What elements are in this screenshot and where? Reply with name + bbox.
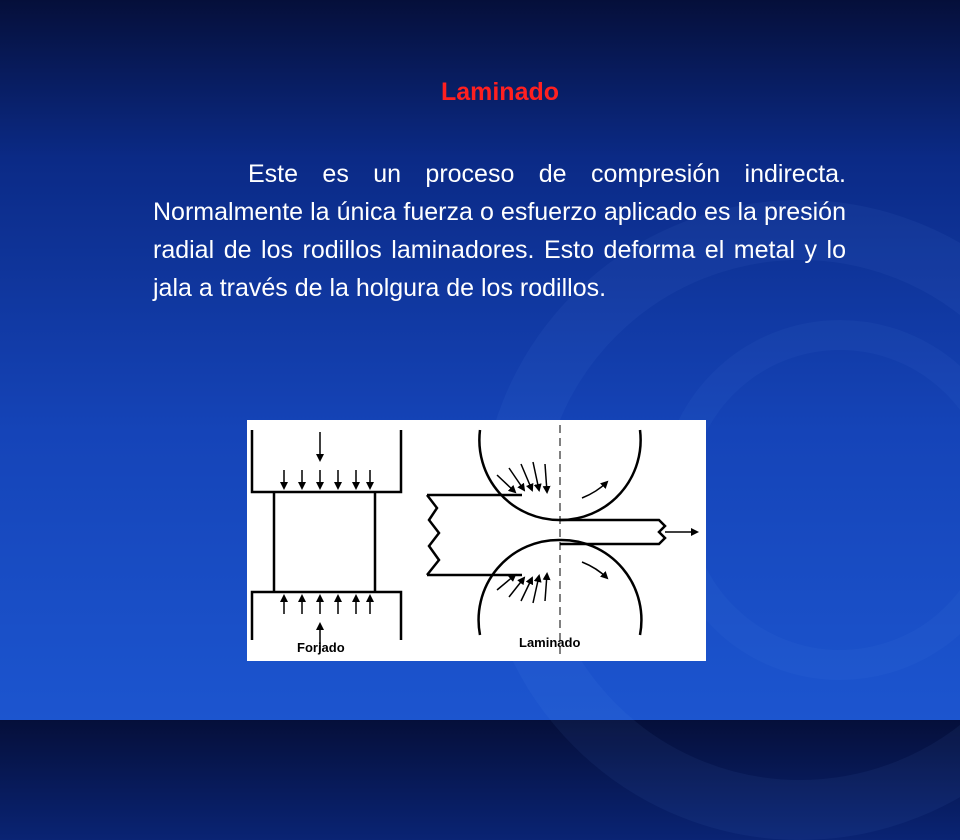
- forging-sketch: [252, 430, 401, 640]
- slide-paragraph: Este es un proceso de compresión indirecta. Normalmente la única fuerza o esfuerzo aplicado es la presión radial de los rodillos laminadores. Esto deforma el metal y lo jala a través de la holgura de los rodillos.: [153, 160, 846, 302]
- forging-label: Forjado: [297, 640, 345, 655]
- rolling-label: Laminado: [519, 635, 581, 650]
- slide-title: Laminado: [440, 78, 560, 106]
- rolling-sketch: [427, 430, 665, 635]
- forging-rolling-diagram: [247, 420, 706, 661]
